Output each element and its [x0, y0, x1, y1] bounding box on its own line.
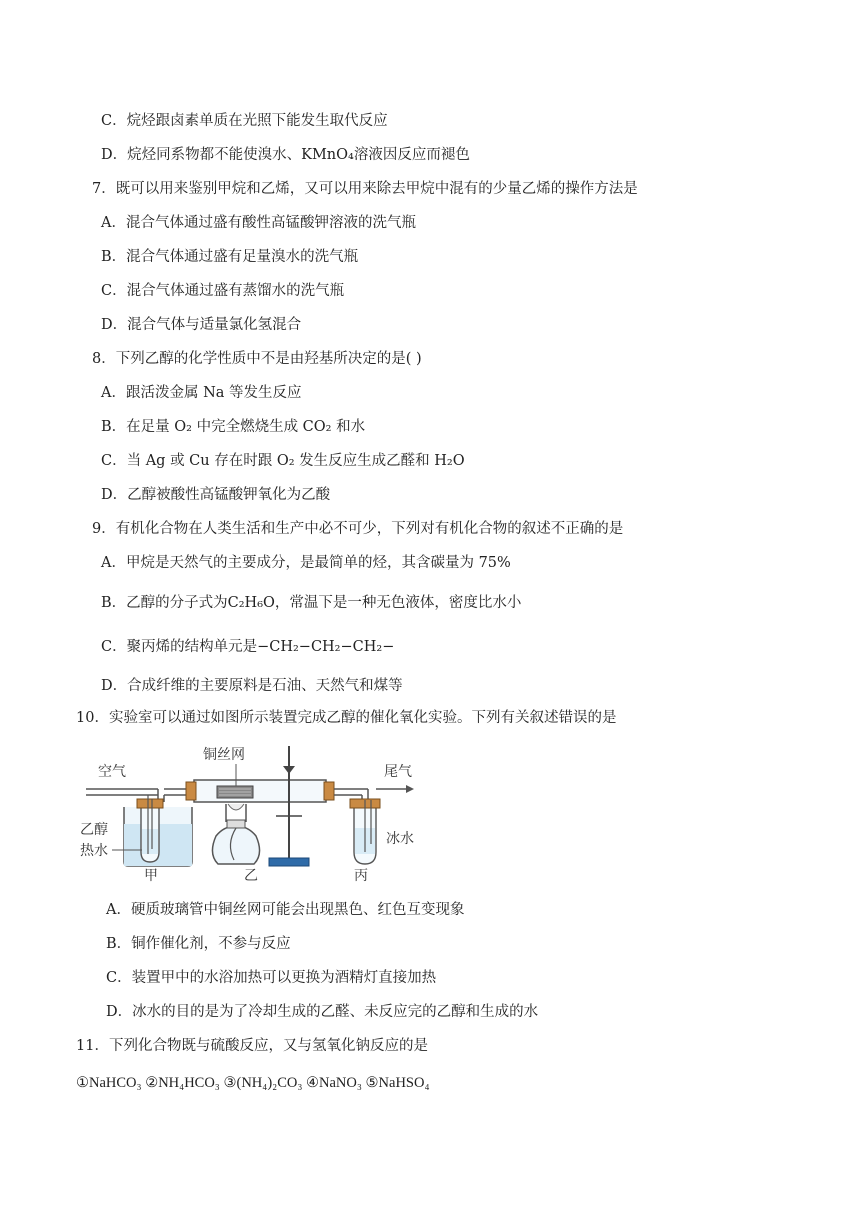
apparatus-diagram — [76, 744, 456, 884]
q9-option-d: D．合成纤维的主要原料是石油、天然气和煤等 — [101, 678, 403, 694]
label-yi: 乙 — [244, 868, 258, 884]
label-copper-mesh: 铜丝网 — [203, 747, 245, 763]
q11-compound-list: ①NaHCO₃ ②NH₄HCO₃ ③(NH₄)₂CO₃ ④NaNO₃ ⑤NaHSO₄ — [76, 1075, 430, 1091]
label-jia: 甲 — [144, 868, 158, 884]
q7-option-c: C．混合气体通过盛有蒸馏水的洗气瓶 — [101, 283, 345, 299]
q7-option-a: A．混合气体通过盛有酸性高锰酸钾溶液的洗气瓶 — [101, 215, 416, 231]
q9-option-c: C．聚丙烯的结构单元是−CH₂−CH₂−CH₂− — [101, 639, 395, 655]
q8-option-a: A．跟活泼金属 Na 等发生反应 — [101, 385, 302, 401]
q10-option-d: D．冰水的目的是为了冷却生成的乙醛、未反应完的乙醇和生成的水 — [106, 1004, 539, 1020]
q7-option-d: D．混合气体与适量氯化氢混合 — [101, 317, 302, 333]
label-ice-water: 冰水 — [386, 831, 414, 847]
q6-option-d: D．烷烃同系物都不能使溴水、KMnO₄溶液因反应而褪色 — [101, 147, 470, 163]
q8-stem: 8．下列乙醇的化学性质中不是由羟基所决定的是( ) — [92, 351, 422, 367]
q7-stem: 7．既可以用来鉴别甲烷和乙烯，又可以用来除去甲烷中混有的少量乙烯的操作方法是 — [92, 181, 638, 197]
q8-option-b: B．在足量 O₂ 中完全燃烧生成 CO₂ 和水 — [101, 419, 366, 435]
q9-option-a: A．甲烷是天然气的主要成分，是最简单的烃，其含碳量为 75% — [101, 555, 511, 571]
q6-option-c: C．烷烃跟卤素单质在光照下能发生取代反应 — [101, 113, 388, 129]
label-bing: 丙 — [354, 868, 368, 884]
label-air: 空气 — [98, 764, 126, 780]
q9-stem: 9．有机化合物在人类生活和生产中必不可少，下列对有机化合物的叙述不正确的是 — [92, 521, 624, 537]
label-hot-water: 热水 — [80, 843, 108, 859]
q8-option-d: D．乙醇被酸性高锰酸钾氧化为乙酸 — [101, 487, 331, 503]
label-ethanol: 乙醇 — [80, 822, 108, 838]
q10-stem: 10．实验室可以通过如图所示装置完成乙醇的催化氧化实验。下列有关叙述错误的是 — [76, 710, 617, 726]
q11-stem: 11．下列化合物既与硫酸反应，又与氢氧化钠反应的是 — [76, 1038, 428, 1054]
label-tail-gas: 尾气 — [384, 764, 412, 780]
q7-option-b: B．混合气体通过盛有足量溴水的洗气瓶 — [101, 249, 359, 265]
q8-option-c: C．当 Ag 或 Cu 存在时跟 O₂ 发生反应生成乙醛和 H₂O — [101, 453, 465, 469]
q10-option-b: B．铜作催化剂，不参与反应 — [106, 936, 291, 952]
q10-option-c: C．装置甲中的水浴加热可以更换为酒精灯直接加热 — [106, 970, 437, 986]
q10-option-a: A．硬质玻璃管中铜丝网可能会出现黑色、红色互变现象 — [106, 902, 465, 918]
q9-option-b: B．乙醇的分子式为C₂H₆O，常温下是一种无色液体，密度比水小 — [101, 595, 522, 611]
